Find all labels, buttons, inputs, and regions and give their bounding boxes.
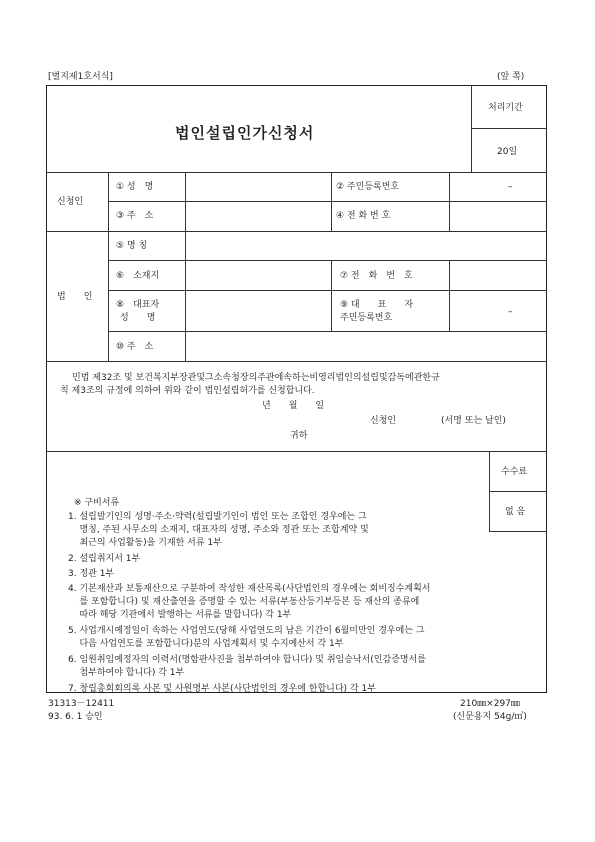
corp-rep-rrn-label: ⑨ 대 표 자: [340, 300, 414, 310]
rule-corp-value-col: [449, 260, 450, 331]
applicant-section-label: 신청인: [57, 197, 84, 207]
document-item: 1. 설립발기인의 성명·주소·약력(설립발기인이 법인 또는 조합인 경우에는 그: [68, 512, 367, 522]
rule-fee-bottom: [489, 531, 547, 532]
rule-declaration-bottom: [46, 451, 547, 452]
rule-corp-bottom: [46, 361, 547, 362]
applicant-name-label: ① 성 명: [116, 182, 154, 192]
declaration-line-1: 민법 제32조 및 보건복지부장관및그소속청장의주관에속하는비영리법인의설립및감독에관한규: [72, 373, 440, 383]
declaration-recipient: 귀하: [290, 431, 308, 441]
footer-code: 31313－12411: [48, 699, 115, 709]
declaration-applicant: 신청인: [370, 416, 397, 426]
processing-value: 20일: [497, 147, 518, 157]
document-item: 7. 창립총회회의록 사본 및 사원명부 사본(사단법인의 경우에 한합니다) 각 1부: [68, 684, 376, 694]
front-side-label: (앞 쪽): [497, 72, 525, 82]
form-title: 법인설립인가신청서: [175, 124, 315, 142]
applicant-rrn-field[interactable]: [451, 174, 545, 200]
rule-applicant-bottom: [46, 231, 547, 232]
rule-processing-left: [471, 85, 472, 172]
rule-corp-2: [108, 290, 547, 291]
fee-value: 없 음: [505, 507, 526, 517]
document-item: 따라 해당 기관에서 발행하는 서류를 말합니다) 각 1부: [68, 610, 292, 620]
document-item: 다음 사업연도를 포함합니다)분의 사업계획서 및 수지예산서 각 1부: [68, 639, 344, 649]
corp-rep-rrn-value: –: [508, 307, 513, 317]
footer-size: 210㎜×297㎜: [460, 699, 520, 709]
corp-rep-name-field[interactable]: [187, 292, 329, 330]
declaration-line-2: 칙 제3조의 규정에 의하여 위와 같이 법인설립허가를 신청합니다.: [60, 386, 315, 396]
applicant-phone-label: ④ 전 화 번 호: [336, 211, 391, 221]
document-item: 를 포함합니다) 및 재산출연을 증명할 수 있는 서류(부동산등기부등본 등 재산의 종류에: [68, 597, 420, 607]
corporation-section-label: 법 인: [57, 292, 93, 302]
corp-rep-rrn-label-2: 주민등록번호: [340, 313, 393, 323]
processing-label: 처리기간: [488, 103, 523, 113]
declaration-date: 년 월 일: [262, 401, 325, 411]
document-item: 3. 정관 1부: [68, 569, 115, 579]
document-item: 5. 사업개시예정일이 속하는 사업연도(당해 사업연도의 남은 기간이 6월미만인 경우에는 그: [68, 626, 425, 636]
rule-section-col: [108, 172, 109, 361]
corp-location-label: ⑥ 소재지: [116, 271, 160, 281]
rule-fee-left: [489, 451, 490, 531]
document-item: 명칭, 주된 사무소의 소재지, 대표자의 성명, 주소와 정관 또는 조합계약 및: [68, 525, 369, 535]
rule-applicant-mid-col: [331, 172, 332, 231]
corp-location-field[interactable]: [187, 262, 329, 289]
footer-paper: (신문용지 54g/㎡): [453, 712, 527, 722]
rule-corp-1: [108, 260, 547, 261]
declaration-signature: (서명 또는 날인): [441, 416, 506, 426]
corp-phone-field[interactable]: [451, 262, 545, 289]
corp-rep-label: ⑧ 대표자: [116, 300, 160, 310]
applicant-rrn-label: ② 주민등록번호: [336, 182, 400, 192]
rule-applicant-mid: [108, 201, 547, 202]
document-item: 최근의 사업활동)을 기재한 서류 1부: [68, 538, 222, 548]
rule-processing: [471, 128, 547, 129]
applicant-address-field[interactable]: [187, 203, 329, 230]
rule-corp-3: [108, 331, 547, 332]
applicant-rrn-value: –: [508, 182, 513, 192]
corp-phone-label: ⑦ 전 화 번 호: [340, 271, 413, 281]
corp-rep-name-label: 성 명: [120, 313, 156, 323]
corp-name-label: ⑤ 명 칭: [116, 241, 148, 251]
document-item: 2. 설립취지서 1부: [68, 554, 141, 564]
footer-approval: 93. 6. 1 승인: [48, 712, 103, 722]
rule-corp-mid-col: [331, 260, 332, 331]
rule-applicant-value-col: [449, 172, 450, 231]
fee-label: 수수료: [501, 467, 528, 477]
corp-address-label: ⑩ 주 소: [116, 342, 154, 352]
applicant-phone-field[interactable]: [451, 203, 545, 230]
document-item: 첨부하여야 합니다) 각 1부: [68, 668, 185, 678]
corp-address-field[interactable]: [187, 333, 545, 360]
applicant-address-label: ③ 주 소: [116, 211, 154, 221]
applicant-name-field[interactable]: [187, 174, 329, 200]
corp-name-field[interactable]: [187, 233, 545, 259]
document-item: 6. 임원취임예정자의 이력서(명함판사진을 첨부하여야 합니다) 및 취임승낙서(인감증명서를: [68, 655, 426, 665]
rule-below-title: [46, 172, 547, 173]
rule-fee: [489, 491, 547, 492]
form-number: [별지제1호서식]: [48, 72, 113, 82]
document-item: 4. 기본재산과 보통재산으로 구분하여 작성한 재산목록(사단법인의 경우에는 회비징수계획서: [68, 584, 431, 594]
corp-rep-rrn-field[interactable]: [451, 292, 545, 330]
documents-heading: ※ 구비서류: [74, 498, 120, 508]
rule-label-col: [185, 172, 186, 361]
